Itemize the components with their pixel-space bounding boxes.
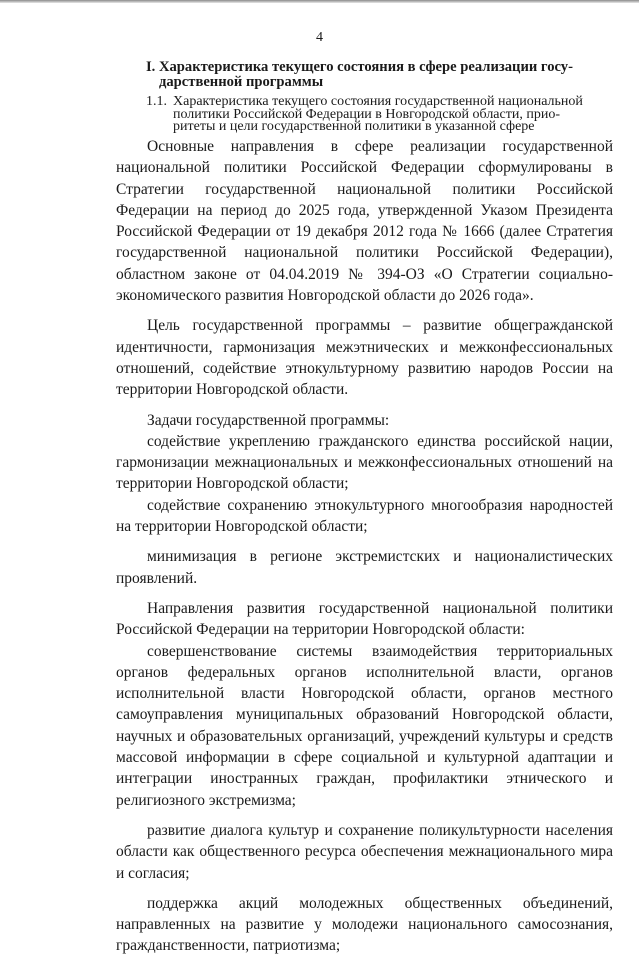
paragraph-direction-1: совершенствование системы взаимодействия территориальных органов федеральных органов исполнительной власти, органов исполнительной власти Новгородской области, органов местного самоуправления муниципальных образований Новгородской области, научных и образовательных организаций, учреждений культуры и средств массовой информации в сфере социальной и культурной адаптации и интеграции иностранных граждан, профилактики этнического и религиозного экстремизма; [116,642,613,809]
subsection-title-line-2: политики Российской Федерации в Новгородской области, прио- [173,106,560,122]
section-heading [146,60,596,90]
paragraph-task-3: минимизация в регионе экстремистских и националистических проявлений. [116,548,613,587]
body-text [116,136,613,957]
paragraph-main-directions: Основные направления в сфере реализации государственной национальной политики Российской Федерации сформулированы в Стратегии государственной национальной политики Российской Федерации на период до 2025 года, утвержденной Указом Президента Российской Федерации от 19 декабря 2012 года № 1666 (далее Стратегия государственной национальной политики Российской Федерации), областном законе от 04.04.2019 № 394-ОЗ «О Стратегии социально-экономического развития Новгородской области до 2026 года». [116,138,613,305]
paragraph-task-2: содействие сохранению этнокультурного многообразия народностей на территории Новгородской области; [116,496,613,536]
paragraph-program-goal: Цель государственной программы – развитие общегражданской идентичности, гармонизация межэтнических и межконфессиональных отношений, содействие этнокультурному развитию народов России на территории Новгородской области. [116,317,613,399]
scan-edge [0,0,639,3]
subsection-title-line-1: Характеристика текущего состояния государственной национальной [173,94,583,109]
paragraph-task-1: содействие укреплению гражданского единства российской нации, гармонизации межнациональных и межконфессиональных отношений на территории Новгородской области; [116,432,613,493]
paragraph-direction-3: поддержка акций молодежных общественных объединений, направленных на развитие у молодежи национального самосознания, гражданственности, патриотизма; [116,894,613,955]
subsection-number: 1.1. [146,94,167,109]
section-heading-line-1: I. Характеристика текущего состояния в сфере реализации госу- [146,59,573,75]
paragraph-direction-2: развитие диалога культур и сохранение поликультурности населения области как общественного ресурса обеспечения межнационального мира и согласия; [116,821,613,882]
page-number: 4 [316,30,323,45]
section-heading-line-2: дарственной программы [159,74,324,90]
paragraph-directions-heading: Направления развития государственной национальной политики Российской Федерации на территории Новгородской области: [116,599,613,639]
paragraph-tasks-heading: Задачи государственной программы: [147,411,390,429]
subsection-title [173,96,613,134]
subsection-title-line-3: ритеты и цели государственной политики в указанной сфере [173,119,535,135]
